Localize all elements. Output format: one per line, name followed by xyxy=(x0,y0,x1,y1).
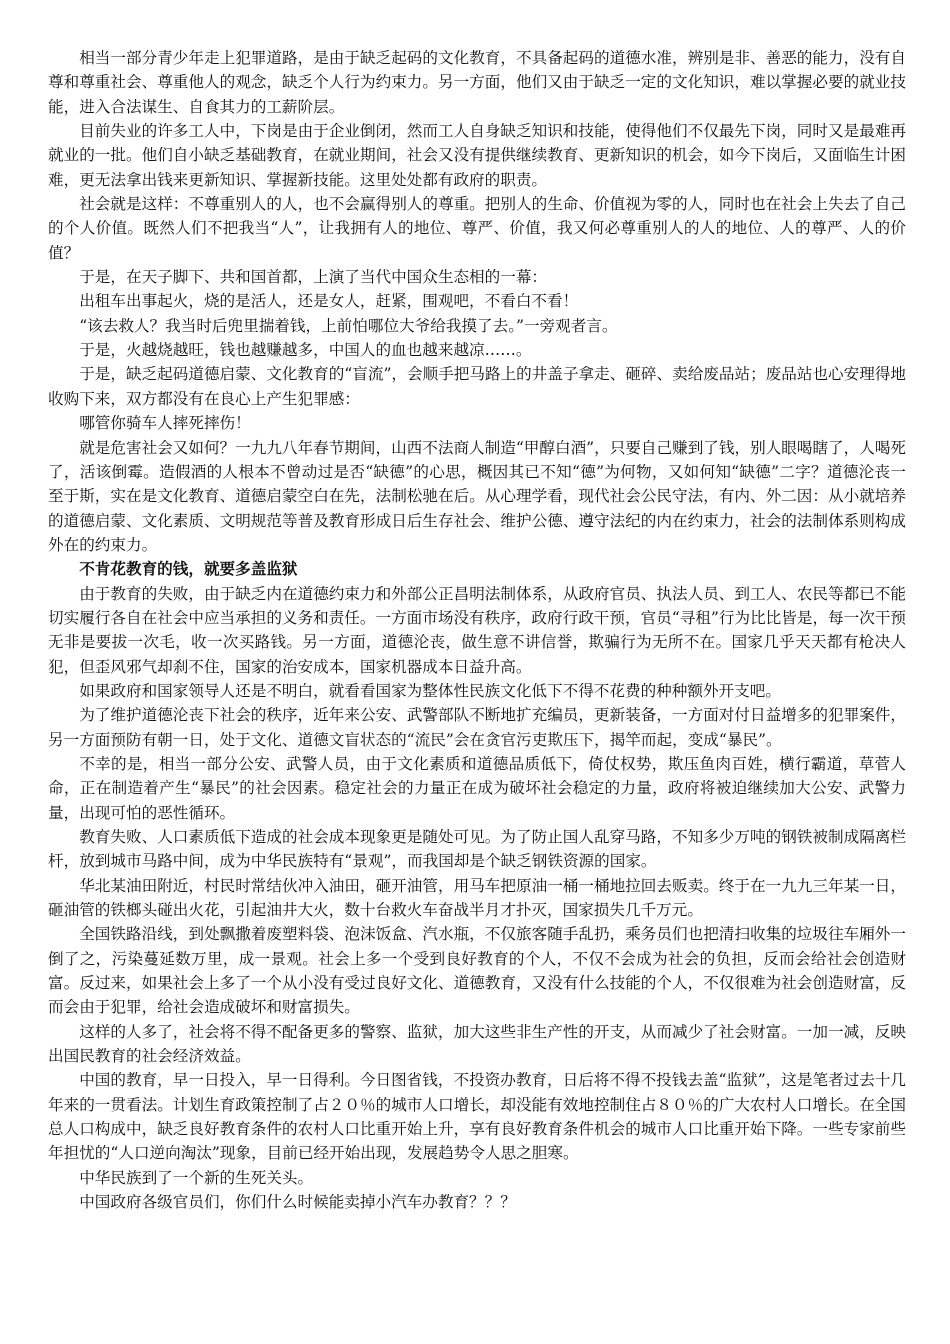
paragraph: 社会就是这样：不尊重别人的人，也不会赢得别人的尊重。把别人的生命、价值视为零的人，同时也在社会上失去了自己的个人价值。既然人们不把我当“人”，让我拥有人的地位、尊严、价值，我又何必尊重别人的人的地位、人的尊严、人的价值？ xyxy=(48,195,906,262)
document-page xyxy=(48,46,906,1215)
paragraph: “该去救人？我当时后兜里揣着钱，上前怕哪位大爷给我摸了去。”一旁观者言。 xyxy=(79,316,618,335)
paragraph: 于是，火越烧越旺，钱也越赚越多，中国人的血也越来越凉……。 xyxy=(79,341,532,360)
paragraph: 这样的人多了，社会将不得不配备更多的警察、监狱，加大这些非生产性的开支，从而减少了社会财富。一加一减，反映出国民教育的社会经济效益。 xyxy=(48,1022,906,1066)
paragraph: 中国政府各级官员们，你们什么时候能卖掉小汽车办教育？？？ xyxy=(79,1193,516,1212)
paragraph: 就是危害社会又如何？一九九八年春节期间，山西不法商人制造“甲醇白酒”，只要自己赚到了钱，别人眼喝瞎了，人喝死了，活该倒霉。造假酒的人根本不曾动过是否“缺德”的心思，概因其已不知“德”为何物，又如何知“缺德”二字？道德沦丧一至于斯，实在是文化教育、道德启蒙空白在先，法制松驰在后。从心理学看，现代社会公民守法，有内、外二因：从小就培养的道德启蒙、文化素质、文明规范等普及教育形成日后生存社会、维护公德、遵守法纪的内在约束力，社会的法制体系则构成外在的约束力。 xyxy=(48,438,907,554)
paragraph: 相当一部分青少年走上犯罪道路，是由于缺乏起码的文化教育，不具备起码的道德水准，辨别是非、善恶的能力，没有自尊和尊重社会、尊重他人的观念，缺乏个人行为约束力。另一方面，他们又由于缺乏一定的文化知识，难以掌握必要的就业技能，进入合法谋生、自食其力的工薪阶层。 xyxy=(48,49,906,116)
paragraph: 不幸的是，相当一部分公安、武警人员，由于文化素质和道德品质低下，倚仗权势，欺压鱼肉百姓，横行霸道，草菅人命，正在制造着产生“暴民”的社会因素。稳定社会的力量正在成为破坏社会稳定的力量，政府将被迫继续加大公安、武警力量，出现可怕的恶性循环。 xyxy=(48,754,906,822)
paragraph: 哪管你骑车人摔死摔伤！ xyxy=(79,414,251,433)
paragraph: 于是，缺乏起码道德启蒙、文化教育的“盲流”，会顺手把马路上的井盖子拿走、砸碎、卖给废品站；废品站也心安理得地收购下来，双方都没有在良心上产生犯罪感： xyxy=(48,365,907,408)
paragraph: 为了维护道德沦丧下社会的秩序，近年来公安、武警部队不断地扩充编员，更新装备，一方面对付日益增多的犯罪案件，另一方面预防有朝一日，处于文化、道德文盲状态的“流民”会在贪官污吏欺压下，揭竿而起，变成“暴民”。 xyxy=(48,706,906,749)
paragraph: 华北某油田附近，村民时常结伙冲入油田，砸开油管，用马车把原油一桶一桶地拉回去贩卖。终于在一九九三年某一日，砸油管的铁榔头碰出火花，引起油井大火，数十台救火车奋战半月才扑灭，国家损失几千万元。 xyxy=(48,876,906,920)
paragraph: 中华民族到了一个新的生死关头。 xyxy=(79,1168,314,1187)
section-heading: 不肯花教育的钱，就要多盖监狱 xyxy=(79,560,298,579)
paragraph: 由于教育的失败，由于缺乏内在道德约束力和外部公正昌明法制体系，从政府官员、执法人员、到工人、农民等都已不能切实履行各自在社会中应当承担的义务和责任。一方面市场没有秩序，政府行政干预，官员“寻租”行为比比皆是，每一次干预无非是要拔一次毛，收一次买路钱。另一方面，道德沦丧，做生意不讲信誉，欺骗行为无所不在。国家几乎天天都有枪决人犯，但歪风邪气却刹不住，国家的治安成本，国家机器成本日益升高。 xyxy=(48,584,907,676)
paragraph: 如果政府和国家领导人还是不明白，就看看国家为整体性民族文化低下不得不花费的种种额外开支吧。 xyxy=(79,681,781,700)
paragraph: 目前失业的许多工人中，下岗是由于企业倒闭，然而工人自身缺乏知识和技能，使得他们不仅最先下岗，同时又是最难再就业的一批。他们自小缺乏基础教育，在就业期间，社会又没有提供继续教育、更新知识的机会，如今下岗后，又面临生计困难，更无法拿出钱来更新知识、掌握新技能。这里处处都有政府的职责。 xyxy=(48,122,906,189)
paragraph: 全国铁路沿线，到处飘撒着废塑料袋、泡沫饭盒、汽水瓶，不仅旅客随手乱扔，乘务员们也把清扫收集的垃圾往车厢外一倒了之，污染蔓延数万里，成一景观。社会上多一个受到良好教育的个人，不仅不会成为社会的负担，反而会给社会创造财富。反过来，如果社会上多了一个从小没有受过良好文化、道德教育，又没有什么技能的个人，不仅很难为社会创造财富，反而会由于犯罪，给社会造成破坏和财富损失。 xyxy=(48,925,906,1017)
paragraph: 于是，在天子脚下、共和国首都，上演了当代中国众生态相的一幕： xyxy=(79,268,548,287)
paragraph: 中国的教育，早一日投入，早一日得利。今日图省钱，不投资办教育，日后将不得不投钱去盖“监狱”，这是笔者过去十几年来的一贯看法。计划生育政策控制了占２０％的城市人口增长，却没能有效地控制住占８０％的广大农村人口增长。在全国总人口构成中，缺乏良好教育条件的农村人口比重开始上升，享有良好教育条件机会的城市人口比重开始下降。一些专家前些年担忧的“人口逆向淘汰”现象，目前已经开始出现，发展趋势令人思之胆寒。 xyxy=(48,1071,907,1163)
paragraph: 出租车出事起火，烧的是活人，还是女人，赶紧，围观吧，不看白不看！ xyxy=(79,292,579,311)
paragraph: 教育失败、人口素质低下造成的社会成本现象更是随处可见。为了防止国人乱穿马路，不知多少万吨的钢铁被制成隔离栏杆，放到城市马路中间，成为中华民族特有“景观”，而我国却是个缺乏钢铁资源的国家。 xyxy=(48,828,906,871)
